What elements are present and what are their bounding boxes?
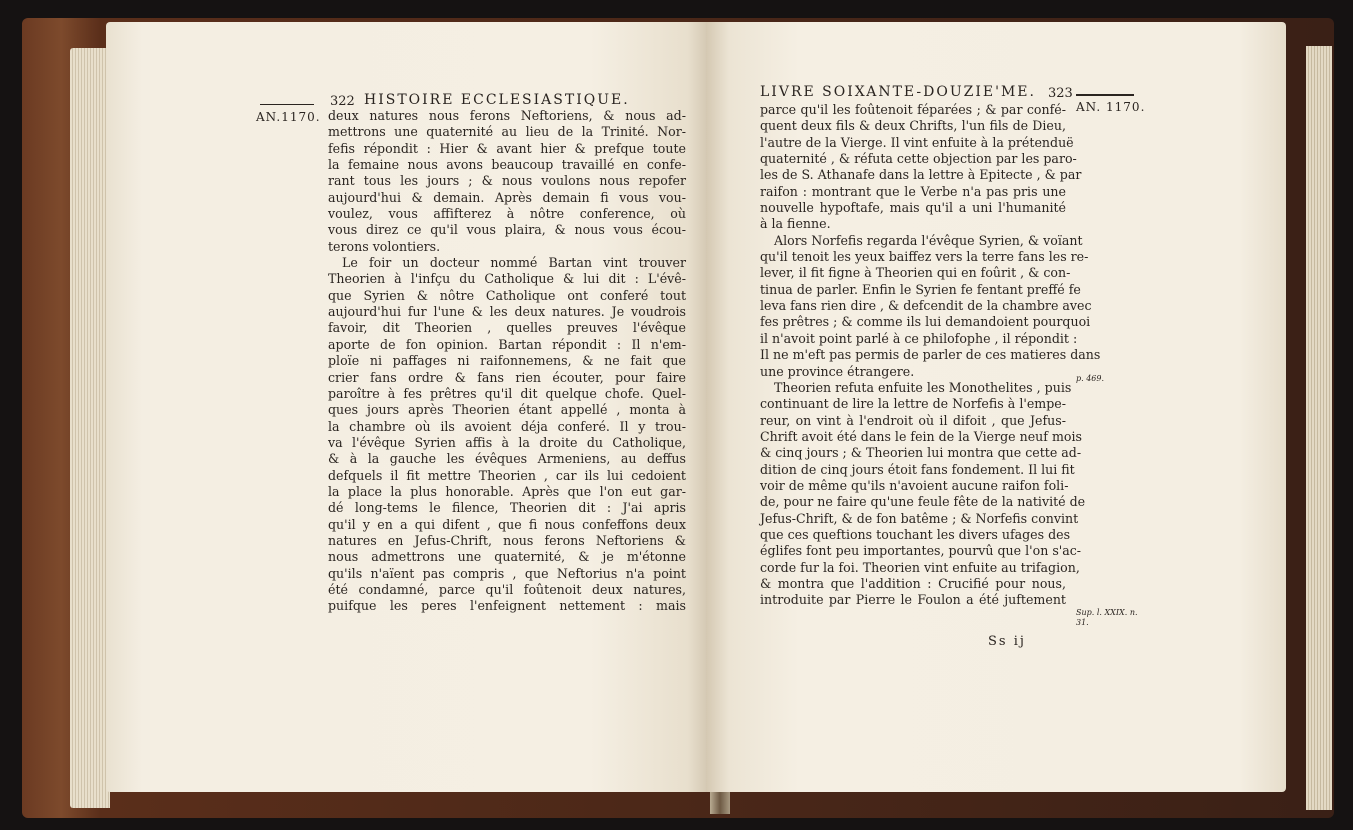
text-line: introduite par Pierre le Foulon a été juftement [760,592,1066,608]
text-line: quent deux fils & deux Chrifts, l'un fils de Dieu, [760,118,1066,134]
text-line: lever, il fit figne à Theorien qui en foûrit , & con- [760,265,1071,281]
text-line: vous direz ce qu'il vous plaira, & nous vous écou- [328,222,686,238]
text-line: raifon : montrant que le Verbe n'a pas pris une [760,183,1066,199]
text-line: continuant de lire la lettre de Norfefis à l'empe- [760,396,1066,412]
margin-rule [260,104,314,105]
text-line: quaternité , & réfuta cette objection par les paro- [760,151,1077,167]
text-line: les de S. Athanafe dans la lettre à Epitecte , & par [760,167,1082,183]
text-line: églifes font peu importantes, pourvû que l'on s'ac- [760,543,1082,559]
margin-year: AN.1170. [256,110,321,124]
text-line: qu'il tenoit les yeux baiffez vers la terre fans les re- [760,249,1089,265]
text-line: voir de même qu'ils n'avoient aucune raifon foli- [760,477,1069,493]
page-edges-left [70,48,110,808]
page-number: 322 [330,94,355,109]
margin-rule [1076,94,1134,96]
text-line: deux natures nous ferons Neftoriens, & nous ad- [328,108,686,123]
text-line: aujourd'hui & demain. Après demain fi vous vou- [328,189,686,205]
text-line: la femaine nous avons beaucoup travaillé en confe- [328,157,686,173]
text-line: que ces queftions touchant les divers ufages des [760,526,1071,542]
text-line: reur, on vint à l'endroit où il difoit , que Jefus- [760,412,1066,428]
text-line: aujourd'hui fur l'une & les deux natures. Je voudrois [328,304,686,320]
text-line: fefis répondit : Hier & avant hier & prefque toute [328,140,686,156]
text-line: que Syrien & nôtre Catholique ont conferé tout [328,287,686,303]
margin-note: Sup. l. XXIX. n. [1076,608,1138,617]
page-number: 323 [1048,86,1073,101]
text-line: Jefus-Chrift, & de fon batême ; & Norfefis convint [760,510,1079,526]
text-line: voulez, vous affifterez à nôtre conference, où [328,206,686,222]
text-line: puifque les peres l'enfeignent nettement : mais [328,598,686,614]
text-line: tinua de parler. Enfin le Syrien fe fentant preffé fe [760,281,1081,297]
text-line: corde fur la foi. Theorien vint enfuite au trifagion, [760,559,1080,575]
margin-year: AN. 1170. [1076,100,1146,114]
text-line: Alors Norfefis regarda l'évêque Syrien, & voïant [774,232,1083,248]
text-line: fes prêtres ; & comme ils lui demandoient pourquoi [760,314,1091,330]
text-line: dé long-tems le filence, Theorien dit : J'ai apris [328,500,686,516]
text-line: aporte de fon opinion. Bartan répondit : Il n'em- [328,336,686,352]
text-line: leva fans rien dire , & defcendit de la chambre avec [760,298,1092,314]
text-line: la place la plus honorable. Après que l'on eut gar- [328,483,686,499]
text-line: crier fans ordre & fans rien écouter, pour faire [328,369,686,385]
text-line: & à la gauche les évêques Armeniens, au deffus [328,451,686,467]
text-line: à la fienne. [760,216,831,232]
margin-page-ref: p. 469. [1076,374,1105,383]
text-line: été condamné, parce qu'il foûtenoit deux natures, [328,581,686,597]
text-line: terons volontiers. [328,238,441,254]
running-head: LIVRE SOIXANTE-DOUZIE'ME. [760,84,1036,100]
text-line: paroître à fes prêtres qu'il dit quelque chofe. Quel- [328,385,686,401]
text-line: ques jours après Theorien étant appellé , monta à [328,402,686,418]
right-page [706,22,1286,792]
text-line: & cinq jours ; & Theorien lui montra que cette ad- [760,445,1082,461]
text-line: ploïe ni paffages ni raifonnemens, & ne fait que [328,353,686,369]
text-line: Theorien refuta enfuite les Monothelites , puis [774,379,1072,395]
text-line: favoir, dit Theorien , quelles preuves l'évêque [328,320,686,336]
text-line: nouvelle hypoftafe, mais qu'il a uni l'humanité [760,200,1066,216]
text-line: qu'il y en a qui difent , que fi nous confeffons deux [328,516,686,532]
text-line: Il ne m'eft pas permis de parler de ces matieres dans [760,347,1101,363]
text-line: mettrons une quaternité au lieu de la Trinité. Nor- [328,124,686,140]
signature-mark: Ss ij [988,634,1026,649]
left-page [106,22,712,792]
text-line: natures en Jefus-Chrift, nous ferons Neftoriens & [328,532,686,548]
text-line: parce qu'il les foûtenoit féparées ; & par confé- [760,102,1066,117]
text-line: Le foir un docteur nommé Bartan vint trouver [342,255,686,271]
text-line: il n'avoit point parlé à ce philofophe , il répondit : [760,330,1078,346]
text-line: va l'évêque Syrien affis à la droite du Catholique, [328,434,686,450]
text-line: nous admettrons une quaternité, & je m'étonne [328,549,686,565]
text-line: Chrift avoit été dans le fein de la Vierge neuf mois [760,428,1082,444]
text-line: de, pour ne faire qu'une feule fête de la nativité de [760,494,1086,510]
text-line: qu'ils n'aïent pas compris , que Neftorius n'a point [328,565,686,581]
text-line: Theorien à l'infçu du Catholique & lui dit : L'évê- [328,271,686,287]
text-line: la chambre où ils avoient déja conferé. Il y trou- [328,418,686,434]
page-edges-right [1306,46,1332,810]
text-line: une province étrangere. [760,363,915,379]
text-line: rant tous les jours ; & nous voulons nous repofer [328,173,686,189]
body-text [328,108,686,615]
text-line: dition de cinq jours étoit fans fondement. Il lui fit [760,461,1075,477]
text-line: defquels il fit mettre Theorien , car ils lui cedoient [328,467,686,483]
text-line: l'autre de la Vierge. Il vint enfuite à la prétenduë [760,134,1074,150]
running-head: HISTOIRE ECCLESIASTIQUE. [364,92,630,108]
text-line: & montra que l'addition : Crucifié pour nous, [760,575,1066,591]
margin-note: 31. [1076,618,1089,627]
